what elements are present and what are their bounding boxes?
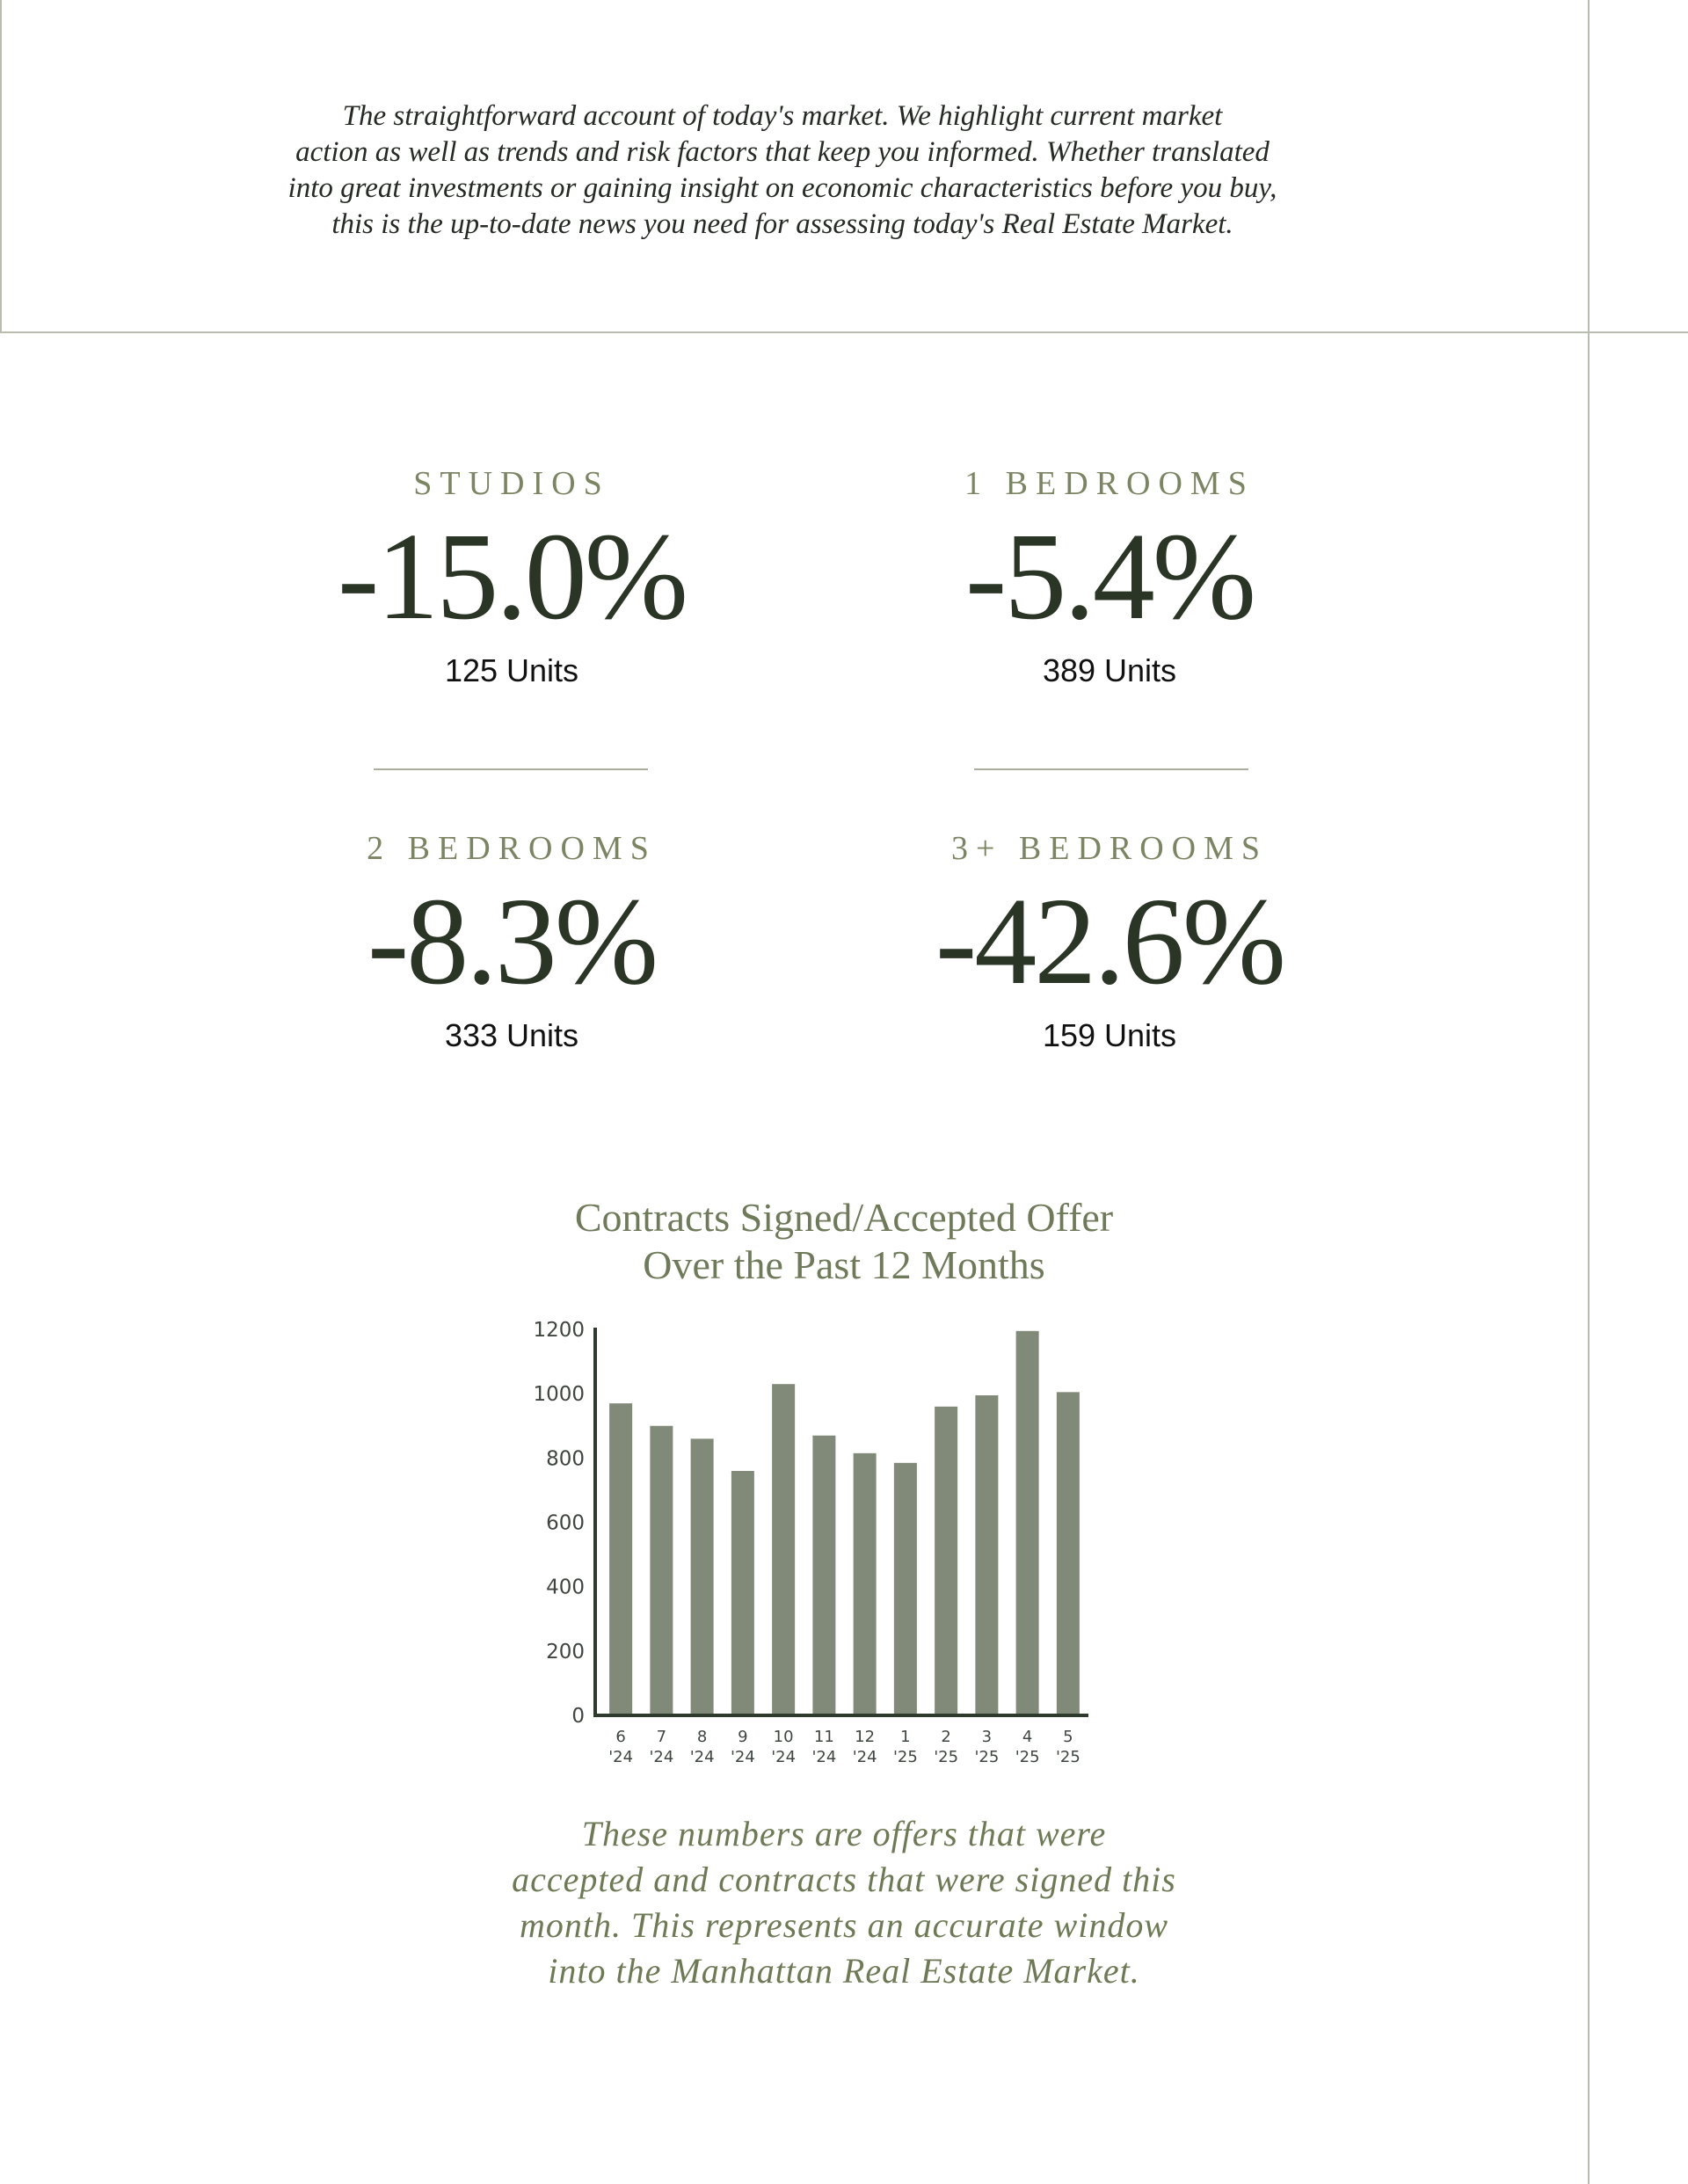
caption-line: into the Manhattan Real Estate Market.	[548, 1951, 1140, 1991]
x-tick-label-month: 9	[738, 1728, 748, 1746]
x-tick-label-month: 12	[855, 1728, 876, 1746]
bar	[772, 1384, 795, 1715]
stat-value: -5.4%	[964, 506, 1255, 645]
stat-studios	[230, 464, 793, 689]
stat-units: 389 Units	[1042, 652, 1177, 688]
left-border-line	[0, 0, 2, 332]
y-tick-label: 400	[546, 1576, 585, 1599]
x-tick-label-year: '24	[811, 1748, 837, 1766]
bar	[894, 1463, 917, 1715]
x-tick-label-year: '25	[1055, 1748, 1080, 1766]
chart-title-line: Over the Past 12 Months	[643, 1242, 1045, 1287]
stat-units: 333 Units	[444, 1017, 579, 1053]
contracts-bar-chart	[510, 1301, 1108, 1776]
x-tick-label-month: 10	[773, 1728, 794, 1746]
x-tick-label-year: '24	[771, 1748, 797, 1766]
intro-line: action as well as trends and risk factors that keep you informed. Whether translated	[295, 136, 1270, 168]
x-tick-label-month: 1	[900, 1728, 911, 1746]
intro-line: into great investments or gaining insight on economic characteristics before you buy,	[287, 172, 1277, 204]
y-tick-label: 200	[546, 1640, 585, 1663]
x-tick-label-year: '24	[608, 1748, 634, 1766]
y-tick-label: 600	[546, 1511, 585, 1535]
stat-label: 2 BEDROOMS	[367, 830, 657, 867]
x-tick-label-year: '24	[852, 1748, 877, 1766]
bar	[609, 1403, 632, 1715]
x-tick-label-month: 11	[813, 1728, 834, 1746]
x-tick-label-year: '24	[730, 1748, 755, 1766]
stat-divider-right	[974, 768, 1248, 770]
bar	[975, 1395, 998, 1715]
y-tick-label: 800	[546, 1447, 585, 1471]
bar	[854, 1453, 877, 1715]
stat-units: 125 Units	[444, 652, 579, 688]
x-tick-label-year: '24	[689, 1748, 715, 1766]
x-tick-label-year: '25	[974, 1748, 1000, 1766]
stat-divider-left	[374, 768, 648, 770]
bar	[935, 1407, 957, 1715]
x-tick-label-year: '25	[934, 1748, 959, 1766]
bar	[731, 1471, 754, 1715]
chart-title-line: Contracts Signed/Accepted Offer	[574, 1195, 1114, 1240]
x-tick-label-month: 2	[941, 1728, 951, 1746]
caption-line: accepted and contracts that were signed this	[512, 1860, 1176, 1899]
x-tick-label-year: '24	[649, 1748, 674, 1766]
stat-label: 1 BEDROOMS	[964, 465, 1255, 502]
stat-2-bedrooms	[230, 829, 793, 1054]
x-tick-label-month: 6	[615, 1728, 626, 1746]
stat-3plus-bedrooms	[828, 829, 1391, 1054]
x-tick-label-month: 3	[981, 1728, 993, 1746]
caption-line: month. This represents an accurate window	[519, 1905, 1168, 1945]
intro-paragraph	[264, 98, 1301, 243]
x-tick-label-year: '25	[1015, 1748, 1040, 1766]
bar	[691, 1438, 714, 1715]
y-tick-label: 1200	[533, 1319, 585, 1342]
right-border-line	[1588, 0, 1590, 2184]
bar	[812, 1436, 835, 1715]
stat-1-bedrooms	[828, 464, 1391, 689]
stat-label: STUDIOS	[413, 465, 610, 502]
stat-value: -15.0%	[337, 506, 687, 645]
x-tick-label-month: 4	[1022, 1728, 1033, 1746]
header-divider-line	[0, 331, 1688, 333]
y-tick-label: 1000	[533, 1383, 585, 1407]
bar	[650, 1426, 673, 1715]
bar	[1016, 1331, 1039, 1715]
stat-units: 159 Units	[1042, 1017, 1177, 1053]
chart-caption	[404, 1811, 1284, 1994]
x-tick-label-year: '25	[892, 1748, 918, 1766]
x-tick-label-month: 7	[656, 1728, 667, 1746]
stat-label: 3+ BEDROOMS	[950, 830, 1269, 867]
chart-title	[404, 1194, 1284, 1289]
x-tick-label-month: 8	[696, 1728, 708, 1746]
x-tick-label-month: 5	[1063, 1728, 1073, 1746]
y-tick-label: 0	[571, 1705, 585, 1728]
caption-line: These numbers are offers that were	[581, 1814, 1107, 1853]
stat-value: -42.6%	[935, 871, 1284, 1010]
bar	[1057, 1392, 1080, 1715]
intro-line: The straightforward account of today's market. We highlight current market	[342, 100, 1223, 132]
intro-line: this is the up-to-date news you need for assessing today's Real Estate Market.	[331, 208, 1233, 240]
stat-value: -8.3%	[367, 871, 657, 1010]
